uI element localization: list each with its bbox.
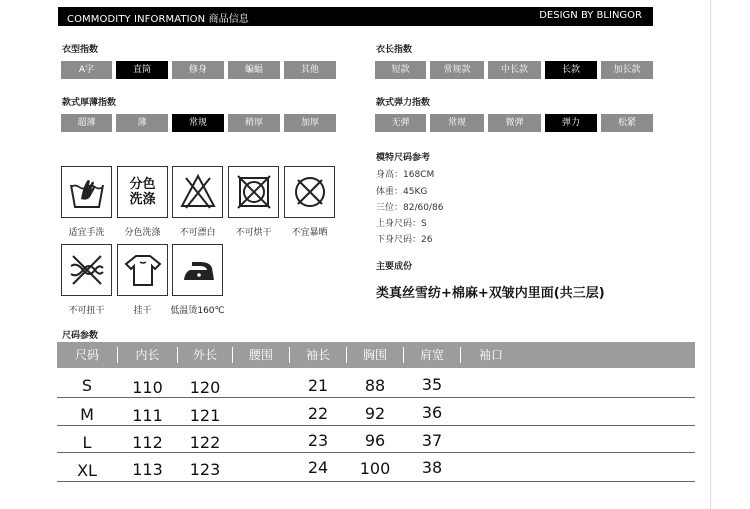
model-weight: 体重：45KG [376, 187, 428, 197]
hang-dry-icon [117, 244, 168, 296]
table-cell: 110 [132, 378, 163, 397]
table-cell: 88 [364, 376, 386, 395]
table-cell: 21 [307, 376, 329, 395]
thickness-option-slightly-thick: 稍厚 [228, 114, 280, 132]
header-title: COMMODITY INFORMATION 商品信息 [67, 14, 249, 25]
table-cell: 111 [132, 406, 163, 425]
table-cell: S [81, 376, 93, 395]
no-wring-icon [61, 244, 112, 296]
length-option-regular: 常规款 [430, 61, 484, 79]
elasticity-option-none: 无弹 [375, 114, 426, 132]
no-sun-dry-caption: 不宜暴晒 [291, 228, 328, 238]
thickness-index-title: 款式厚薄指数 [62, 98, 117, 108]
no-sun-dry-icon [284, 166, 335, 218]
thickness-option-ultra-thin: 超薄 [61, 114, 112, 132]
header-outer-length: 外长 [192, 348, 217, 362]
fit-option-a-line: A字 [61, 61, 112, 79]
header-bar [58, 7, 653, 26]
table-cell: 113 [132, 460, 163, 479]
table-cell: 121 [189, 406, 221, 425]
row-divider [57, 452, 695, 453]
wash-separately-caption: 分色洗涤 [124, 228, 161, 238]
table-cell: 92 [364, 404, 386, 423]
thickness-option-thin: 薄 [116, 114, 168, 132]
elasticity-option-loose: 松紧 [601, 114, 653, 132]
low-iron-caption: 低温烫160℃ [170, 306, 225, 316]
table-cell: 22 [307, 404, 329, 423]
page-edge-line [710, 0, 711, 509]
table-cell: 100 [359, 459, 391, 478]
table-cell: XL [77, 461, 97, 480]
table-cell: 112 [132, 433, 163, 452]
fit-option-straight: 直筒 [116, 61, 168, 79]
table-cell: 24 [307, 458, 329, 477]
no-tumble-dry-icon [228, 166, 279, 218]
table-cell: 122 [189, 433, 221, 452]
elasticity-option-stretch: 弹力 [545, 114, 597, 132]
elasticity-option-regular: 常规 [430, 114, 484, 132]
no-bleach-caption: 不可漂白 [179, 228, 216, 238]
thickness-option-regular: 常规 [172, 114, 224, 132]
low-iron-icon [172, 244, 223, 296]
header-bust: 胸围 [362, 348, 387, 362]
header-inner-length: 内长 [135, 348, 160, 362]
header-waist: 腰围 [248, 348, 273, 362]
table-cell: 35 [421, 375, 443, 394]
fit-option-batwing: 蝙蝠 [228, 61, 280, 79]
table-cell: L [82, 433, 92, 452]
model-reference-title: 模特尺码参考 [376, 153, 431, 163]
fabric-title: 主要成份 [376, 262, 413, 272]
table-cell: 123 [189, 460, 221, 479]
no-wring-caption: 不可扭干 [68, 306, 105, 316]
header-cuff: 袖口 [478, 348, 503, 362]
fabric-composition: 类真丝雪纺+棉麻+双皱内里面(共三层) [376, 286, 605, 301]
length-index-title: 衣长指数 [376, 45, 413, 55]
length-option-short: 短款 [375, 61, 426, 79]
fit-index-title: 衣型指数 [62, 45, 99, 55]
table-cell: 96 [364, 431, 386, 450]
length-option-mid-long: 中长款 [488, 61, 541, 79]
no-bleach-icon [172, 166, 223, 218]
hand-wash-caption: 适宜手洗 [68, 228, 105, 238]
table-cell: 120 [189, 378, 221, 397]
row-divider [57, 481, 695, 482]
no-tumble-dry-caption: 不可烘干 [235, 228, 272, 238]
elasticity-option-slight: 微弹 [488, 114, 541, 132]
table-cell: M [80, 405, 94, 424]
fit-option-other: 其他 [284, 61, 336, 79]
thickness-option-thick: 加厚 [284, 114, 336, 132]
row-divider [57, 397, 695, 398]
row-divider [57, 425, 695, 426]
size-table-header [57, 342, 695, 368]
length-option-long: 长款 [545, 61, 597, 79]
fit-option-slim: 修身 [172, 61, 224, 79]
model-bottom-size: 下身尺码：26 [376, 235, 433, 245]
model-height: 身高：168CM [376, 170, 435, 180]
header-size: 尺码 [74, 348, 99, 362]
hand-wash-icon [61, 166, 112, 218]
model-top-size: 上身尺码：S [376, 219, 427, 229]
size-table-title: 尺码参数 [62, 331, 99, 341]
header-sleeve-length: 袖长 [305, 348, 330, 362]
table-cell: 23 [307, 431, 329, 450]
table-cell: 37 [421, 431, 443, 450]
model-measurements: 三位：82/60/86 [376, 203, 444, 213]
length-option-extra-long: 加长款 [601, 61, 653, 79]
wash-separately-icon: 分色 洗涤 [117, 166, 168, 218]
hang-dry-caption: 挂干 [133, 306, 152, 316]
elasticity-index-title: 款式弹力指数 [376, 98, 431, 108]
table-cell: 36 [421, 403, 443, 422]
header-brand: DESIGN BY BLINGOR [539, 10, 642, 21]
header-shoulder: 肩宽 [419, 348, 444, 362]
table-cell: 38 [421, 458, 443, 477]
